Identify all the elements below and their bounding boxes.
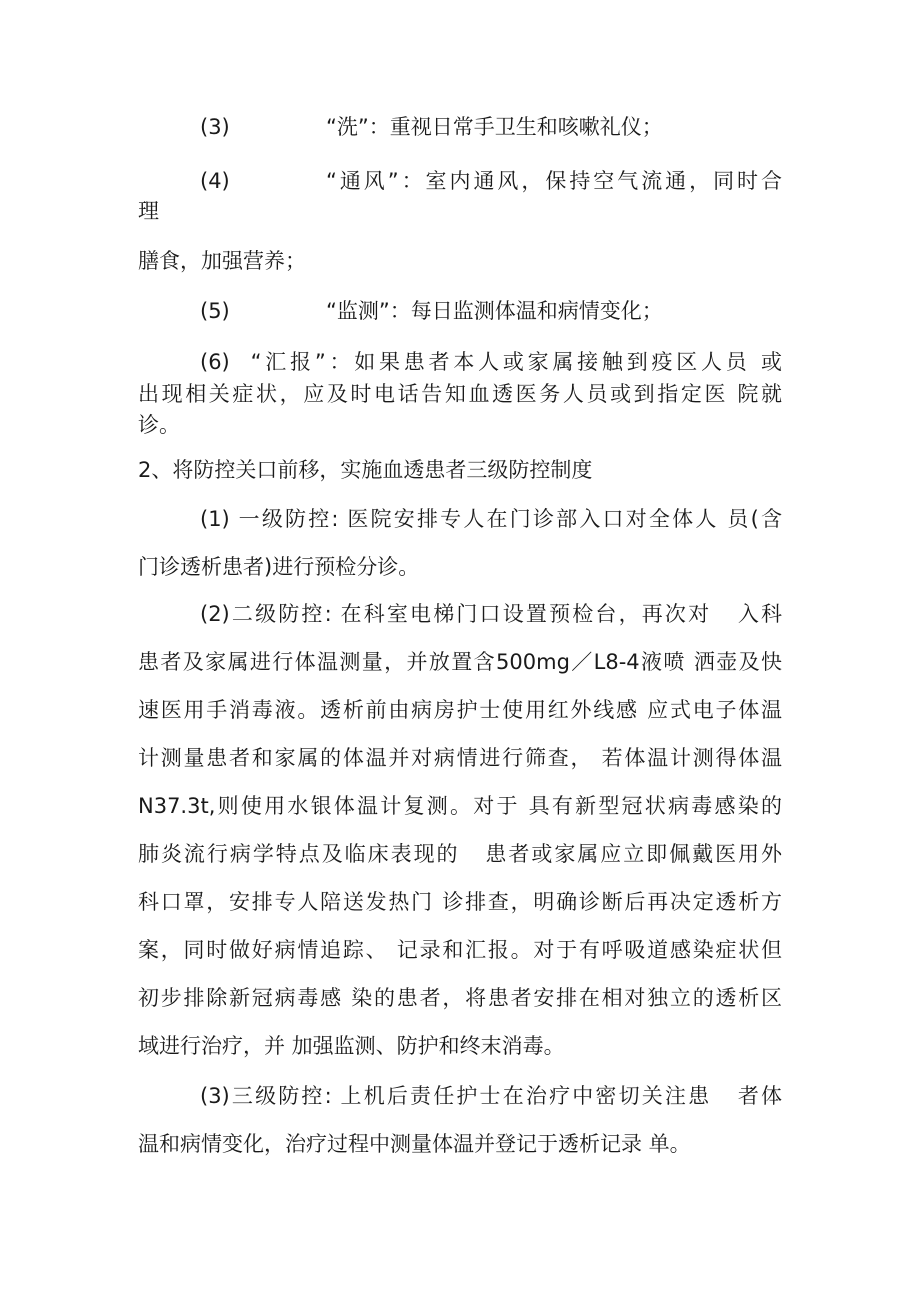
paragraph-line: 肺炎流行病学特点及临床表现的 患者或家属应立即佩戴医用外 <box>138 842 782 866</box>
item-number: (5) <box>200 299 230 323</box>
item-number: (3) <box>200 115 230 139</box>
paragraph-line: 域进行治疗，并 加强监测、防护和终末消毒。 <box>138 1034 565 1058</box>
paragraph-line: 患者及家属进行体温测量，并放置含500mg／L8-4液喷 洒壶及快 <box>138 650 782 674</box>
paragraph-line: N37.3t,则使用水银体温计复测。对于 具有新型冠状病毒感染的 <box>138 794 782 818</box>
paragraph-line: (3)三级防控: 上机后责任护士在治疗中密切关注患 者体 <box>200 1084 782 1108</box>
item-text: 出现相关症状，应及时电话告知血透医务人员或到指定医 院就 <box>138 382 782 406</box>
item-text-wrap: 理 <box>138 199 159 223</box>
paragraph-line: (1) 一级防控: 医院安排专人在门诊部入口对全体人 员(含 <box>200 507 782 531</box>
paragraph-line: 计测量患者和家属的体温并对病情进行筛查， 若体温计测得体温 <box>138 746 782 770</box>
item-text: 诊。 <box>138 413 180 437</box>
paragraph-line: 速医用手消毒液。透析前由病房护士使用红外线感 应式电子体温 <box>138 698 782 722</box>
item-text: “监测”：每日监测体温和病情变化； <box>326 299 663 323</box>
item-number: (4) <box>200 169 230 193</box>
paragraph-line: 案，同时做好病情追踪、 记录和汇报。对于有呼吸道感染症状但 <box>138 938 782 962</box>
paragraph-line: 初步排除新冠病毒感 染的患者，将患者安排在相对独立的透析区 <box>138 986 782 1010</box>
paragraph-line: 科口罩，安排专人陪送发热门 诊排查，明确诊断后再决定透析方 <box>138 890 782 914</box>
paragraph-line: (2)二级防控: 在科室电梯门口设置预检台，再次对 入科 <box>200 602 782 626</box>
item-text: (6) “汇报”：如果患者本人或家属接触到疫区人员 或 <box>200 350 782 374</box>
item-text: “洗”：重视日常手卫生和咳嗽礼仪； <box>326 115 663 139</box>
item-text: “通风”：室内通风，保持空气流通，同时合 <box>326 169 782 193</box>
paragraph-line: 门诊透析患者)进行预检分诊。 <box>138 555 420 579</box>
item-text-continued: 膳食，加强营养； <box>138 249 306 273</box>
paragraph-line: 温和病情变化，治疗过程中测量体温并登记于透析记录 单。 <box>138 1132 691 1156</box>
section-heading: 2、将防控关口前移，实施血透患者三级防控制度 <box>138 458 593 482</box>
